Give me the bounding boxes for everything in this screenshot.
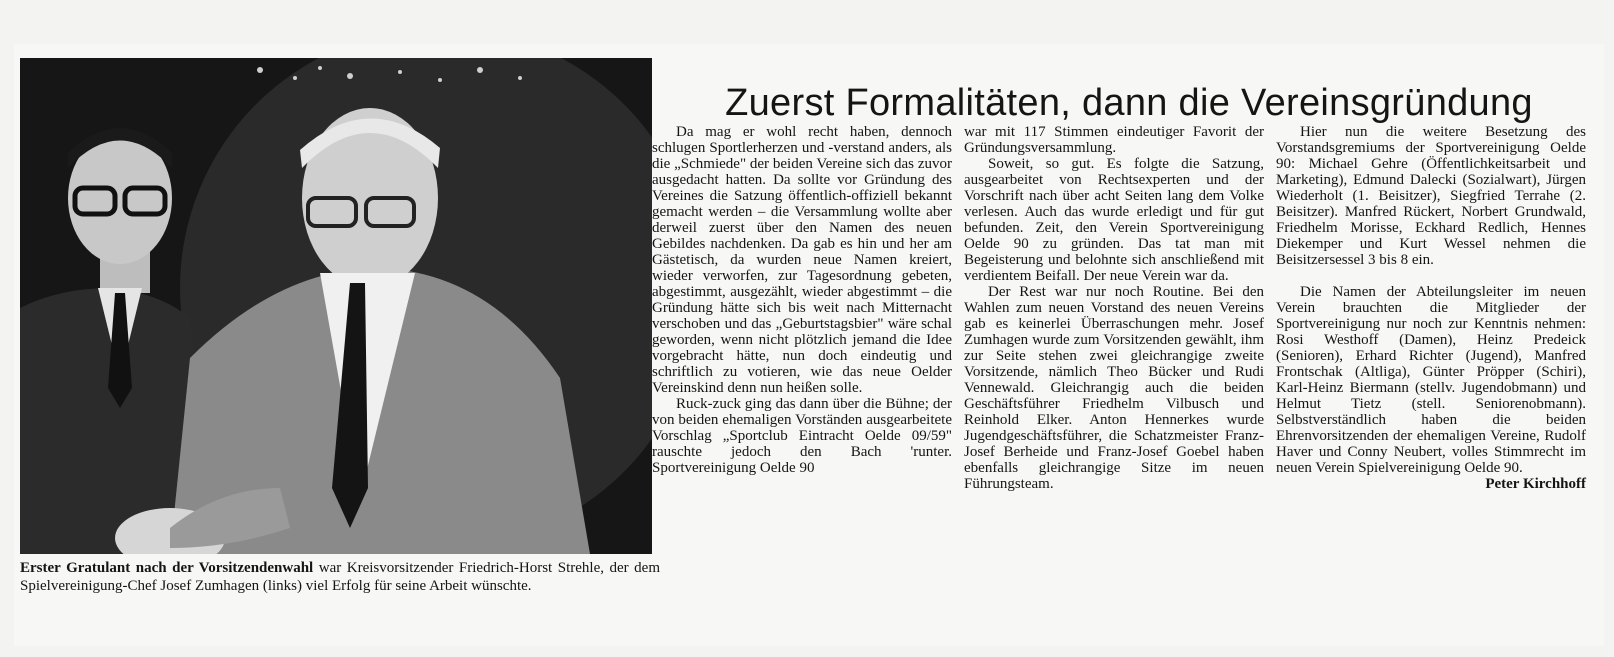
photo-caption	[20, 560, 660, 595]
paragraph: Ruck-zuck ging das dann über die Bühne; der von beiden ehemaligen Vorständen ausgearbeitete Vorschlag „Sportclub Eintracht Oelde 09/59" rauschte jedoch den Bach 'runter. Sportvereinigung Oelde 90	[652, 396, 952, 476]
article-column-3	[1276, 124, 1586, 492]
caption-lead: Erster Gratulant nach der Vorsitzendenwahl	[20, 560, 314, 576]
caption-body: war Kreisvorsitzender Friedrich-Horst Strehle, der dem Spielvereinigung-Chef Josef Zumhagen (links) viel Erfolg für seine Arbeit wünschte.	[20, 560, 660, 594]
author-name: Peter Kirchhoff	[1485, 476, 1586, 492]
photo-illustration	[20, 58, 652, 554]
paragraph: Da mag er wohl recht haben, dennoch schlugen Sportlerherzen und -verstand anders, als die „Schmiede" der beiden Vereine sich das zuvor ausgedacht hatten. Da sollte vor Gründung des Vereines die Satzung öffentlich-offiziell bekannt gemacht werden – die Versammlung wollte aber derweil zuerst über den Namen des neuen Gebildes nachdenken. Da gab es hin und her am Gästetisch, da wurden neue Namen kreiert, wieder verworfen, zur Tagesordnung gebeten, abgestimmt, ausgezählt, wieder abgestimmt – die Gründung hätte sich bis weit nach Mitternacht verschoben und das „Geburtstagsbier" wäre schal geworden, wenn nicht plötzlich jemand die Idee vorgebracht hätte, nun doch eindeutig und schriftlich zu votieren, wie das neue Oelder Vereinskind denn nun heißen solle.	[652, 124, 952, 396]
paragraph: Die Namen der Abteilungsleiter im neuen Verein brauchten die Mitglieder der Sportvereinigung nur noch zur Kenntnis nehmen: Rosi Westhoff (Damen), Heinz Predeick (Senioren), Erhard Richter (Jugend), Manfred Frontschak (Altliga), Günter Pröpper (Schiri), Karl-Heinz Biermann (stellv. Jugendobmann) und Helmut Tietz (stell. Seniorenobmann). Selbstverständlich haben die beiden Ehrenvorsitzenden der ehemaligen Vereine, Rudolf Haver und Conny Neubert, volles Stimmrecht im neuen Verein Spielvereinigung Oelde 90.	[1276, 284, 1586, 476]
paragraph: Hier nun die weitere Besetzung des Vorstandsgremiums der Sportvereinigung Oelde 90: Michael Gehre (Öffentlichkeitsarbeit und Marketing), Edmund Dalecki (Sozialwart), Jürgen Wiederholt (1. Beisitzer), Siegfried Terrahe (2. Beisitzer). Manfred Rückert, Norbert Grundwald, Friedhelm Morisse, Eckhard Redlich, Hennes Diekemper und Kurt Wessel nehmen die Beisitzersessel 3 bis 8 ein.	[1276, 124, 1586, 268]
paragraph: Der Rest war nur noch Routine. Bei den Wahlen zum neuen Vorstand des neuen Vereins gab es keinerlei Überraschungen mehr. Josef Zumhagen wurde zum Vorsitzenden gewählt, ihm zur Seite stehen zwei gleichrangige zweite Vorsitzende, nämlich Theo Bücker und Rudi Vennewald. Gleichrangig auch die beiden Geschäftsführer Friedhelm Vilbusch und Reinhold Elker. Anton Hennerkes wurde Jugendgeschäftsführer, die Schatzmeister Franz-Josef Berheide und Franz-Josef Goebel haben ebenfalls gleichrangige Sitze im neuen Führungsteam.	[964, 284, 1264, 492]
article-column-2	[964, 124, 1264, 492]
article-photo	[20, 58, 652, 554]
paragraph: Soweit, so gut. Es folgte die Satzung, ausgearbeitet von Rechtsexperten und der Vorschrift nach über acht Seiten lang dem Volke verlesen. Auch das wurde erledigt und für gut befunden. Zeit, den Verein Sportvereinigung Oelde 90 zu gründen. Das tat man mit Begeisterung und belohnte sich anschließend mit verdientem Beifall. Der neue Verein war da.	[964, 156, 1264, 284]
newspaper-clipping	[14, 44, 1604, 646]
article-column-1	[652, 124, 952, 476]
paragraph: war mit 117 Stimmen eindeutiger Favorit der Gründungsversammlung.	[964, 124, 1264, 156]
article-headline: Zuerst Formalitäten, dann die Vereinsgründung	[725, 82, 1533, 125]
